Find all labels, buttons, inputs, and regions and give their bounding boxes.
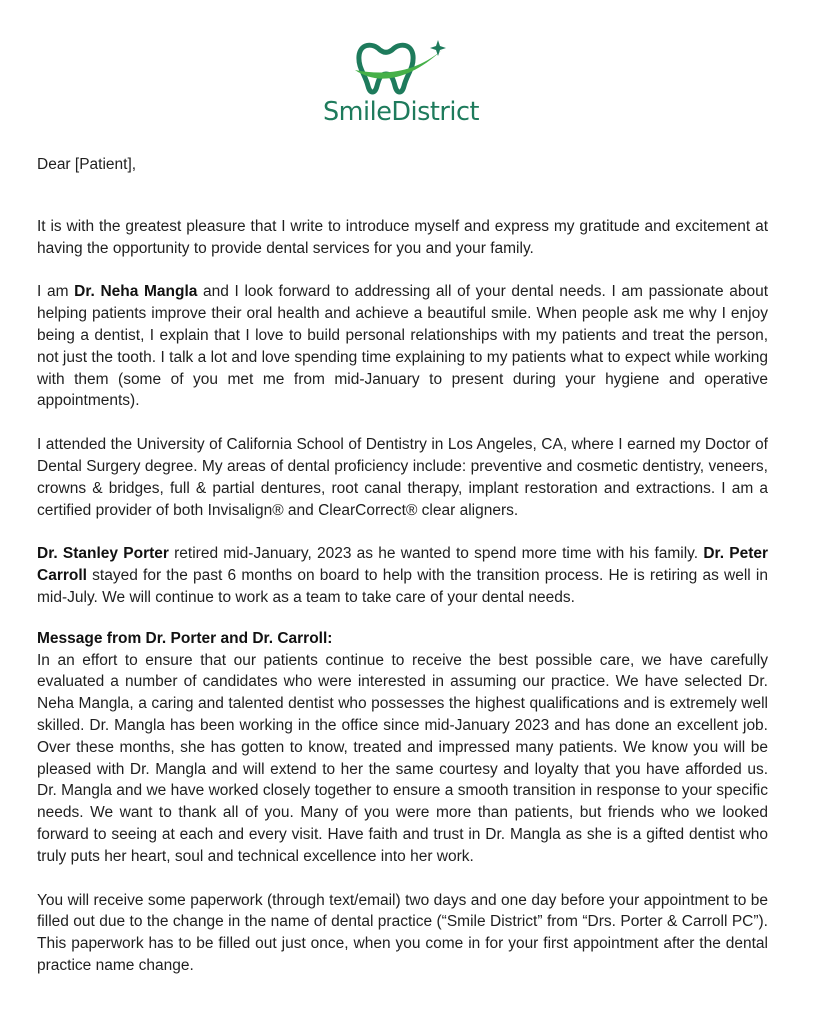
paragraph-intro: It is with the greatest pleasure that I write to introduce myself and express my gratitude and excitement at having the opportunity to provide dental services for you and your family. [37,217,768,257]
retired-dentist-name: Dr. Stanley Porter [37,545,169,563]
message-body: In an effort to ensure that our patients continue to receive the best possible care, we have carefully evaluated a number of candidates who were interested in assuming our practice. We have selected Dr. Neha Mangla, a caring and talented dentist who possesses the highest qualifications and is extremely well skilled. Dr. Mangla has been working in the office since mid-January 2023 and has done an excellent job. Over these months, she has gotten to know, treated and impressed many patients. We know you will be pleased with Dr. Mangla and will extend to her the same courtesy and loyalty that you have afforded us. Dr. Mangla and we have worked closely together to ensure a smooth transition in response to your specific needs. We want to thank all of you. Many of you were more than patients, but friends who we looked forward to seeing at each and every visit. Have faith and trust in Dr. Mangla as she is a gifted dentist who truly puts her heart, soul and technical excellence into her work. [37,651,768,865]
transition-text-2: stayed for the past 6 months on board to help with the transition process. He is retiring as well in mid-July. We will continue to work as a team to take care of your dental needs. [37,567,768,606]
paragraph-about [37,281,768,412]
message-heading-text: Message from Dr. Porter and Dr. Carroll: [37,629,333,647]
letter-body [37,154,768,977]
staying-dentist-name: Dr. Peter Carroll [37,545,769,585]
logo [300,36,500,136]
about-text: and I look forward to addressing all of your dental needs. I am passionate about helping patients improve their oral health and achieve a beautiful smile. When people ask me why I enjoy being a dentist, I explain that I love to build personal relationships with my patients and treat the person, not just the tooth. I talk a lot and love spending time explaining to my patients what to expect while working with them (some of you met me from mid-January to present during your hygiene and operative appointments). [37,283,769,410]
dentist-name: Dr. Neha Mangla [74,283,198,301]
about-prefix: I am [37,283,75,301]
greeting: Dear [Patient], [37,156,137,173]
paragraph-transition [37,543,768,608]
brand-name: SmileDistrict [323,97,479,127]
message-heading [37,628,768,650]
paragraph-education: I attended the University of California School of Dentistry in Los Angeles, CA, where I earned my Doctor of Dental Surgery degree. My areas of dental proficiency include: preventive and cosmetic dentistry, veneers, crowns & bridges, full & partial dentures, root canal therapy, implant restoration and extractions. I am a certified provider of both Invisalign® and ClearCorrect® clear aligners. [37,436,768,519]
paragraph-paperwork: You will receive some paperwork (through text/email) two days and one day before your appointment to be filled out due to the change in the name of dental practice (“Smile District” from “Drs. Porter & Carroll PC”). This paperwork has to be filled out just once, when you come in for your first appointment after the dental practice name change. [37,891,768,974]
tooth-icon [350,36,450,98]
transition-text-1: retired mid-January, 2023 as he wanted to spend more time with his family. [168,545,704,563]
